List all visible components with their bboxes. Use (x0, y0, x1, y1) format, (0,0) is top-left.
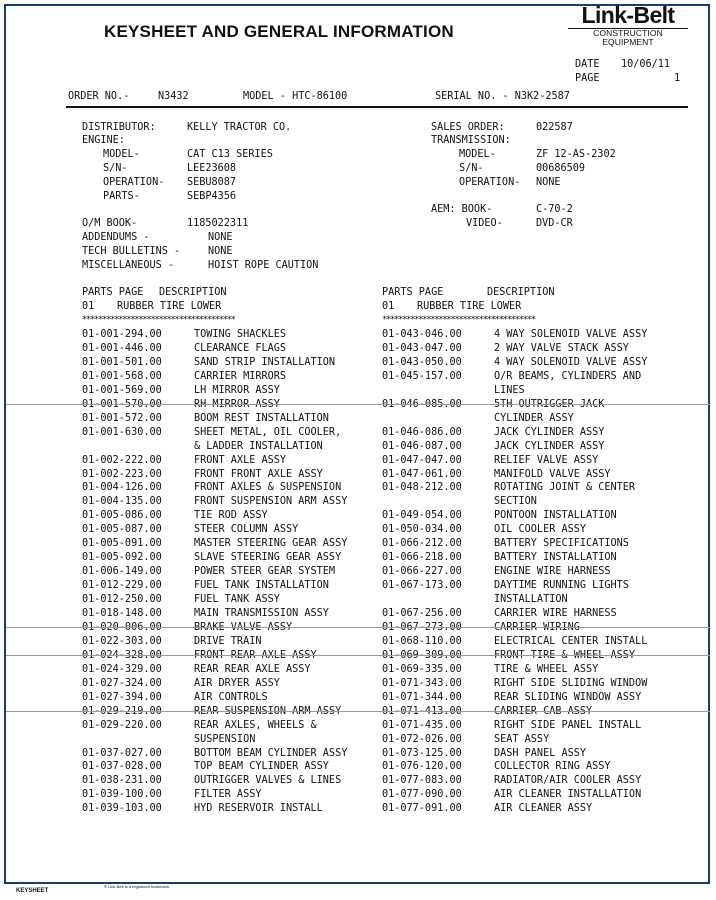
part-description: AIR CONTROLS (194, 691, 268, 703)
part-description: DAYTIME RUNNING LIGHTS (494, 580, 629, 592)
part-description: REAR SUSPENSION ARM ASSY (194, 705, 342, 717)
part-page-number: 01-077-090.00 (382, 789, 462, 801)
page-label: PAGE (575, 73, 600, 84)
part-description: BATTERY SPECIFICATIONS (494, 538, 629, 550)
header-rule (66, 106, 688, 108)
trans-model-label: MODEL- (459, 149, 496, 160)
scan-line (6, 627, 710, 628)
part-page-number: 01-001-569.00 (82, 384, 162, 396)
part-description: SHEET METAL, OIL COOLER, (194, 426, 342, 438)
part-description: MANIFOLD VALVE ASSY (494, 468, 611, 480)
section-name: RUBBER TIRE LOWER (417, 301, 522, 312)
part-page-number: 01-039-100.00 (82, 789, 162, 801)
part-page-number: 01-038-231.00 (82, 775, 162, 787)
part-page-number: 01-006-149.00 (82, 566, 162, 578)
star-divider: ************************************** (382, 315, 535, 325)
part-description: 4 WAY SOLENOID VALVE ASSY (494, 356, 648, 368)
om-book-value: 1185022311 (187, 218, 249, 229)
part-description: FRONT SUSPENSION ARM ASSY (194, 496, 348, 508)
part-description: O/R BEAMS, CYLINDERS AND (494, 370, 642, 382)
part-description: FRONT AXLES & SUSPENSION (194, 482, 342, 494)
part-description: AIR CLEANER INSTALLATION (494, 789, 642, 801)
part-page-number: 01-001-572.00 (82, 412, 162, 424)
part-description: FRONT REAR AXLE ASSY (194, 649, 317, 661)
description-heading: DESCRIPTION (487, 287, 555, 298)
part-description: & LADDER INSTALLATION (194, 440, 323, 452)
part-description: MAIN TRANSMISSION ASSY (194, 608, 329, 619)
part-description: JACK CYLINDER ASSY (494, 440, 605, 452)
part-description: LH MIRROR ASSY (194, 384, 280, 396)
part-page-number: 01-001-568.00 (82, 370, 162, 382)
part-description: TIE ROD ASSY (194, 510, 268, 522)
order-label: ORDER NO.- (68, 91, 130, 102)
scan-line (6, 711, 710, 712)
footer-label: KEYSHEET (16, 888, 49, 894)
trans-operation-label: OPERATION- (459, 177, 521, 188)
part-description: TOP BEAM CYLINDER ASSY (194, 761, 329, 773)
trans-sn-value: 00686509 (536, 163, 586, 174)
parts-page-heading: PARTS PAGE (82, 287, 144, 298)
part-description: FRONT TIRE & WHEEL ASSY (494, 649, 636, 661)
part-description: FILTER ASSY (194, 789, 262, 801)
part-page-number: 01-022-303.00 (82, 635, 162, 647)
part-page-number: 01-067-273.00 (382, 621, 462, 633)
addendums-value: NONE (208, 232, 233, 243)
part-description: BRAKE VALVE ASSY (194, 621, 293, 633)
part-page-number: 01-043-047.00 (382, 342, 462, 354)
part-description: REAR AXLES, WHEELS & (194, 719, 317, 731)
part-page-number: 01-018-148.00 (82, 608, 162, 619)
page-number: 1 (674, 73, 681, 84)
engine-label: ENGINE: (82, 135, 125, 146)
part-page-number: 01-046-086.00 (382, 426, 462, 438)
section-name: RUBBER TIRE LOWER (117, 301, 222, 312)
tech-bulletins-value: NONE (208, 246, 233, 257)
part-description: HYD RESERVOIR INSTALL (194, 803, 323, 815)
part-page-number: 01-001-630.00 (82, 426, 162, 438)
part-description: JACK CYLINDER ASSY (494, 426, 605, 438)
part-description: ROTATING JOINT & CENTER (494, 482, 636, 494)
part-page-number: 01-068-110.00 (382, 635, 462, 647)
part-page-number: 01-043-046.00 (382, 329, 462, 340)
aem-book-value: C-70-2 (536, 204, 573, 215)
part-page-number: 01-012-250.00 (82, 594, 162, 606)
om-book-label: O/M BOOK- (82, 218, 138, 229)
part-description: LINES (494, 384, 525, 396)
part-page-number: 01-005-087.00 (82, 524, 162, 536)
part-description: BATTERY INSTALLATION (494, 552, 617, 564)
part-page-number: 01-037-028.00 (82, 761, 162, 773)
part-description: BOOM REST INSTALLATION (194, 412, 329, 424)
part-page-number: 01-069-309.00 (382, 649, 462, 661)
part-description: ELECTRICAL CENTER INSTALL (494, 635, 648, 647)
part-page-number: 01-037-027.00 (82, 747, 162, 759)
logo-name: Link-Belt (581, 2, 675, 28)
part-page-number: 01-047-047.00 (382, 454, 462, 466)
part-description: SECTION (494, 496, 537, 508)
section-number: 01 (82, 301, 95, 312)
miscellaneous-label: MISCELLANEOUS - (82, 260, 175, 271)
part-page-number: 01-077-083.00 (382, 775, 462, 787)
part-page-number: 01-047-061.00 (382, 468, 462, 480)
distributor-label: DISTRIBUTOR: (82, 122, 156, 133)
star-divider: ************************************** (82, 315, 235, 325)
part-page-number: 01-024-328.00 (82, 649, 162, 661)
video-value: DVD-CR (536, 218, 573, 229)
part-description: REAR REAR AXLE ASSY (194, 663, 311, 675)
part-description: REAR SLIDING WINDOW ASSY (494, 691, 642, 703)
part-page-number: 01-046-087.00 (382, 440, 462, 452)
part-page-number: 01-012-229.00 (82, 580, 162, 592)
part-page-number: 01-071-344.00 (382, 691, 462, 703)
part-description: CYLINDER ASSY (494, 412, 574, 424)
part-description: ENGINE WIRE HARNESS (494, 566, 611, 578)
part-description: AIR CLEANER ASSY (494, 803, 593, 815)
sales-order-label: SALES ORDER: (431, 122, 505, 133)
part-page-number: 01-066-218.00 (382, 552, 462, 564)
distributor-value: KELLY TRACTOR CO. (187, 122, 292, 133)
part-page-number: 01-076-120.00 (382, 761, 462, 773)
part-page-number: 01-045-157.00 (382, 370, 462, 382)
trans-sn-label: S/N- (459, 163, 484, 174)
part-page-number: 01-071-413.00 (382, 705, 462, 717)
link-belt-logo (568, 2, 688, 47)
engine-operation-label: OPERATION- (103, 177, 165, 188)
part-page-number: 01-020-006.00 (82, 621, 162, 633)
part-description: 2 WAY VALVE STACK ASSY (494, 342, 629, 354)
part-description: CARRIER MIRRORS (194, 370, 287, 382)
part-page-number: 01-069-335.00 (382, 663, 462, 675)
part-page-number: 01-002-222.00 (82, 454, 162, 466)
trans-model-value: ZF 12-AS-2302 (536, 149, 616, 160)
engine-sn-value: LEE23608 (187, 163, 237, 174)
aem-book-label: AEM: BOOK- (431, 204, 493, 215)
part-description: SEAT ASSY (494, 733, 550, 745)
part-description: RELIEF VALVE ASSY (494, 454, 599, 466)
part-page-number: 01-073-125.00 (382, 747, 462, 759)
engine-sn-label: S/N- (103, 163, 128, 174)
part-page-number: 01-048-212.00 (382, 482, 462, 494)
part-page-number: 01-046-085.00 (382, 398, 462, 410)
part-page-number: 01-001-294.00 (82, 329, 162, 340)
part-page-number: 01-077-091.00 (382, 803, 462, 815)
part-description: RH MIRROR ASSY (194, 398, 280, 410)
part-description: MASTER STEERING GEAR ASSY (194, 538, 348, 550)
part-page-number: 01-029-219.00 (82, 705, 162, 717)
part-page-number: 01-005-086.00 (82, 510, 162, 522)
part-page-number: 01-002-223.00 (82, 468, 162, 480)
trans-operation-value: NONE (536, 177, 561, 188)
part-page-number: 01-067-173.00 (382, 580, 462, 592)
part-description: SUSPENSION (194, 733, 256, 745)
engine-model-value: CAT C13 SERIES (187, 149, 273, 160)
description-heading: DESCRIPTION (159, 287, 227, 298)
part-description: 4 WAY SOLENOID VALVE ASSY (494, 329, 648, 340)
page-title: KEYSHEET AND GENERAL INFORMATION (104, 22, 454, 41)
part-description: BOTTOM BEAM CYLINDER ASSY (194, 747, 348, 759)
tech-bulletins-label: TECH BULLETINS - (82, 246, 181, 257)
part-description: OUTRIGGER VALVES & LINES (194, 775, 342, 787)
part-description: POWER STEER GEAR SYSTEM (194, 566, 336, 578)
part-page-number: 01-001-570.00 (82, 398, 162, 410)
transmission-label: TRANSMISSION: (431, 135, 511, 146)
part-description: RIGHT SIDE SLIDING WINDOW (494, 677, 648, 689)
part-description: TIRE & WHEEL ASSY (494, 663, 599, 675)
part-page-number: 01-071-435.00 (382, 719, 462, 731)
part-description: INSTALLATION (494, 594, 568, 606)
part-description: SAND STRIP INSTALLATION (194, 356, 336, 368)
part-description: TOWING SHACKLES (194, 329, 287, 340)
part-description: OIL COOLER ASSY (494, 524, 587, 536)
part-description: PONTOON INSTALLATION (494, 510, 617, 522)
part-page-number: 01-024-329.00 (82, 663, 162, 675)
logo-subtitle: CONSTRUCTION EQUIPMENT (568, 28, 688, 47)
part-description: COLLECTOR RING ASSY (494, 761, 611, 773)
scan-line (6, 655, 710, 656)
scan-line (6, 404, 710, 405)
parts-page-heading: PARTS PAGE (382, 287, 444, 298)
part-description: FUEL TANK ASSY (194, 594, 280, 606)
part-page-number: 01-001-446.00 (82, 342, 162, 354)
model-line: MODEL - HTC-86100 (243, 91, 348, 102)
part-page-number: 01-005-092.00 (82, 552, 162, 564)
part-description: DRIVE TRAIN (194, 635, 262, 647)
addendums-label: ADDENDUMS - (82, 232, 150, 243)
trademark-note: ® Link-Belt is a registered trademark. (104, 884, 171, 889)
serial-line: SERIAL NO. - N3K2-2587 (435, 91, 570, 102)
part-description: CARRIER WIRING (494, 621, 580, 633)
part-description: FUEL TANK INSTALLATION (194, 580, 329, 592)
part-description: 5TH OUTRIGGER JACK (494, 398, 605, 410)
order-number: N3432 (158, 91, 189, 102)
part-page-number: 01-027-324.00 (82, 677, 162, 689)
part-page-number: 01-001-501.00 (82, 356, 162, 368)
part-page-number: 01-027-394.00 (82, 691, 162, 703)
engine-operation-value: SEBU8087 (187, 177, 237, 188)
part-description: FRONT FRONT AXLE ASSY (194, 468, 323, 480)
part-description: CLEARANCE FLAGS (194, 342, 287, 354)
part-page-number: 01-049-054.00 (382, 510, 462, 522)
part-page-number: 01-039-103.00 (82, 803, 162, 815)
date-value: 10/06/11 (621, 59, 671, 70)
part-page-number: 01-072-026.00 (382, 733, 462, 745)
part-description: CARRIER WIRE HARNESS (494, 608, 617, 619)
part-description: SLAVE STEERING GEAR ASSY (194, 552, 342, 564)
part-description: FRONT AXLE ASSY (194, 454, 287, 466)
part-description: STEER COLUMN ASSY (194, 524, 299, 536)
engine-model-label: MODEL- (103, 149, 140, 160)
part-page-number: 01-043-050.00 (382, 356, 462, 368)
part-page-number: 01-067-256.00 (382, 608, 462, 619)
part-page-number: 01-004-126.00 (82, 482, 162, 494)
miscellaneous-value: HOIST ROPE CAUTION (208, 260, 319, 271)
part-description: AIR DRYER ASSY (194, 677, 280, 689)
engine-parts-label: PARTS- (103, 191, 140, 202)
part-description: CARRIER CAB ASSY (494, 705, 593, 717)
part-page-number: 01-066-227.00 (382, 566, 462, 578)
part-page-number: 01-029-220.00 (82, 719, 162, 731)
part-page-number: 01-050-034.00 (382, 524, 462, 536)
engine-parts-value: SEBP4356 (187, 191, 237, 202)
date-label: DATE (575, 59, 600, 70)
part-page-number: 01-004-135.00 (82, 496, 162, 508)
part-description: DASH PANEL ASSY (494, 747, 587, 759)
section-number: 01 (382, 301, 395, 312)
part-description: RIGHT SIDE PANEL INSTALL (494, 719, 642, 731)
part-page-number: 01-005-091.00 (82, 538, 162, 550)
sales-order-value: 022587 (536, 122, 573, 133)
part-description: RADIATOR/AIR COOLER ASSY (494, 775, 642, 787)
part-page-number: 01-066-212.00 (382, 538, 462, 550)
part-page-number: 01-071-343.00 (382, 677, 462, 689)
video-label: VIDEO- (466, 218, 503, 229)
